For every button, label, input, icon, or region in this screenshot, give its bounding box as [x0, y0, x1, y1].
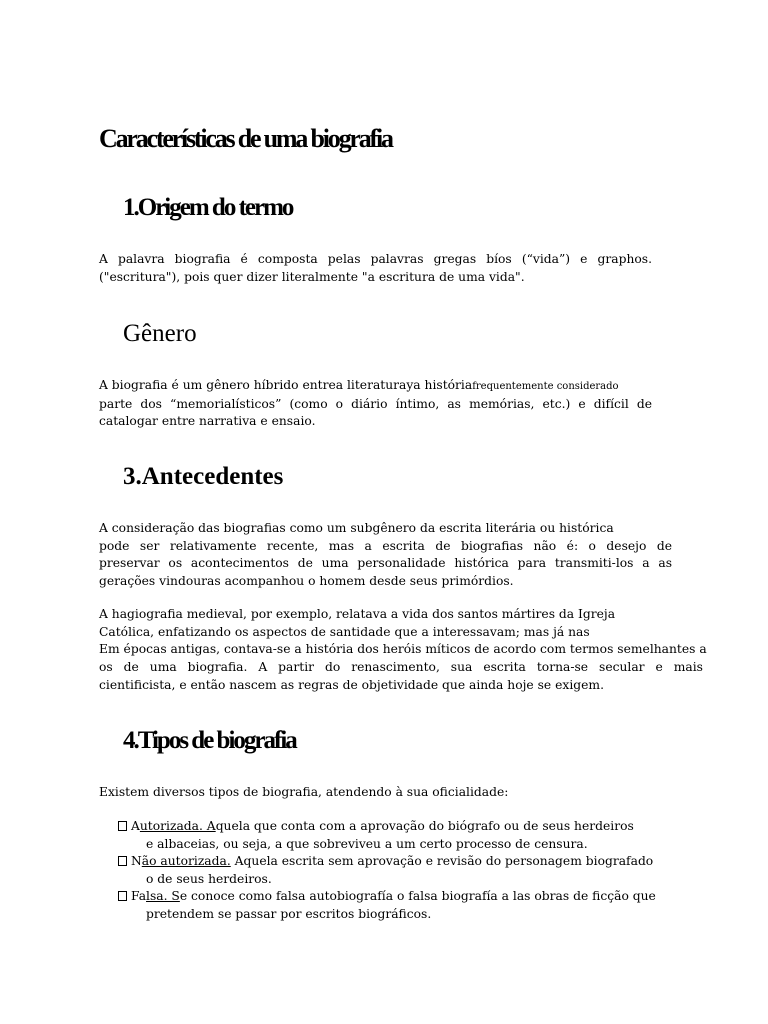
checkbox-bullet-icon	[118, 856, 127, 866]
biography-types-list	[118, 818, 678, 923]
list-item	[118, 853, 678, 888]
text-line: pode ser relativamente recente, mas a escrita de biografias não é: o desejo de	[99, 538, 672, 553]
text-line: os de uma biografia. A partir do renascimento, sua escrita torna-se secular e mais	[99, 660, 703, 675]
text-line: Em épocas antigas, contava-se a história dos heróis míticos de acordo com termos semelhantes a	[99, 642, 707, 657]
text-small: frequentemente considerado	[472, 381, 619, 392]
text-line: gerações vindouras acompanhou o homem desde seus primórdios.	[99, 574, 514, 589]
document-title: Características de uma biografia	[99, 124, 392, 153]
item-text: Aquela escrita sem aprovação e revisão do personagem biografado	[230, 854, 654, 868]
item-prefix: Fa	[131, 889, 147, 903]
paragraph-genero	[99, 377, 652, 431]
text-line: ("escritura"), pois quer dizer literalmente "a escritura de uma vida".	[99, 269, 525, 284]
text-line: A palavra biografia é composta pelas palavras gregas bíos (“vida”) e graphos.	[99, 252, 652, 266]
item-continuation: o de seus herdeiros.	[146, 871, 272, 886]
checkbox-bullet-icon	[118, 821, 127, 831]
text-line: preservar os acontecimentos de uma personalidade histórica para transmiti-los a as	[99, 556, 672, 571]
item-underlined: utorizada. A	[139, 819, 216, 833]
section-heading-genero: Gênero	[123, 320, 197, 347]
section-heading-tipos: 4.Tipos de biografia	[123, 727, 296, 754]
item-continuation: e albaceias, ou seja, a que sobreviveu a um certo processo de censura.	[146, 836, 588, 851]
section-heading-antecedentes: 3.Antecedentes	[123, 463, 284, 490]
paragraph-origem	[99, 251, 652, 286]
item-continuation: pretendem se passar por escritos biográficos.	[146, 906, 432, 921]
checkbox-bullet-icon	[118, 891, 127, 901]
list-item	[118, 888, 678, 923]
text-line: A consideração das biografias como um subgênero da escrita literária ou histórica	[99, 521, 614, 535]
text-line: A hagiografia medieval, por exemplo, relatava a vida dos santos mártires da Igreja	[99, 607, 616, 621]
section-heading-origem: 1.Origem do termo	[123, 194, 293, 221]
item-prefix: N	[131, 854, 142, 868]
text-main: A biografia é um gênero híbrido entrea literaturaya história	[99, 378, 473, 392]
text-line: catalogar entre narrativa e ensaio.	[99, 414, 316, 429]
item-prefix: A	[131, 819, 140, 833]
item-text: quela que conta com a aprovação do biógrafo ou de seus herdeiros	[215, 819, 634, 833]
paragraph-tipos-intro: Existem diversos tipos de biografia, atendendo à sua oficialidade:	[99, 785, 509, 799]
paragraph-antecedentes-2	[99, 606, 707, 695]
item-underlined: lsa. S	[146, 889, 180, 903]
text-line: cientificista, e então nascem as regras de objetividade que ainda hoje se exigem.	[99, 677, 604, 692]
paragraph-antecedentes-1	[99, 520, 672, 591]
text-line	[99, 377, 652, 396]
item-underlined: ão autorizada.	[141, 854, 231, 868]
text-line: Católica, enfatizando os aspectos de santidade que a interessavam; mas já nas	[99, 624, 590, 639]
text-line: parte dos “memorialísticos” (como o diário íntimo, as memórias, etc.) e difícil de	[99, 396, 652, 411]
list-item	[118, 818, 678, 853]
item-text: e conoce como falsa autobiografía o falsa biografía a las obras de ficção que	[179, 889, 656, 903]
